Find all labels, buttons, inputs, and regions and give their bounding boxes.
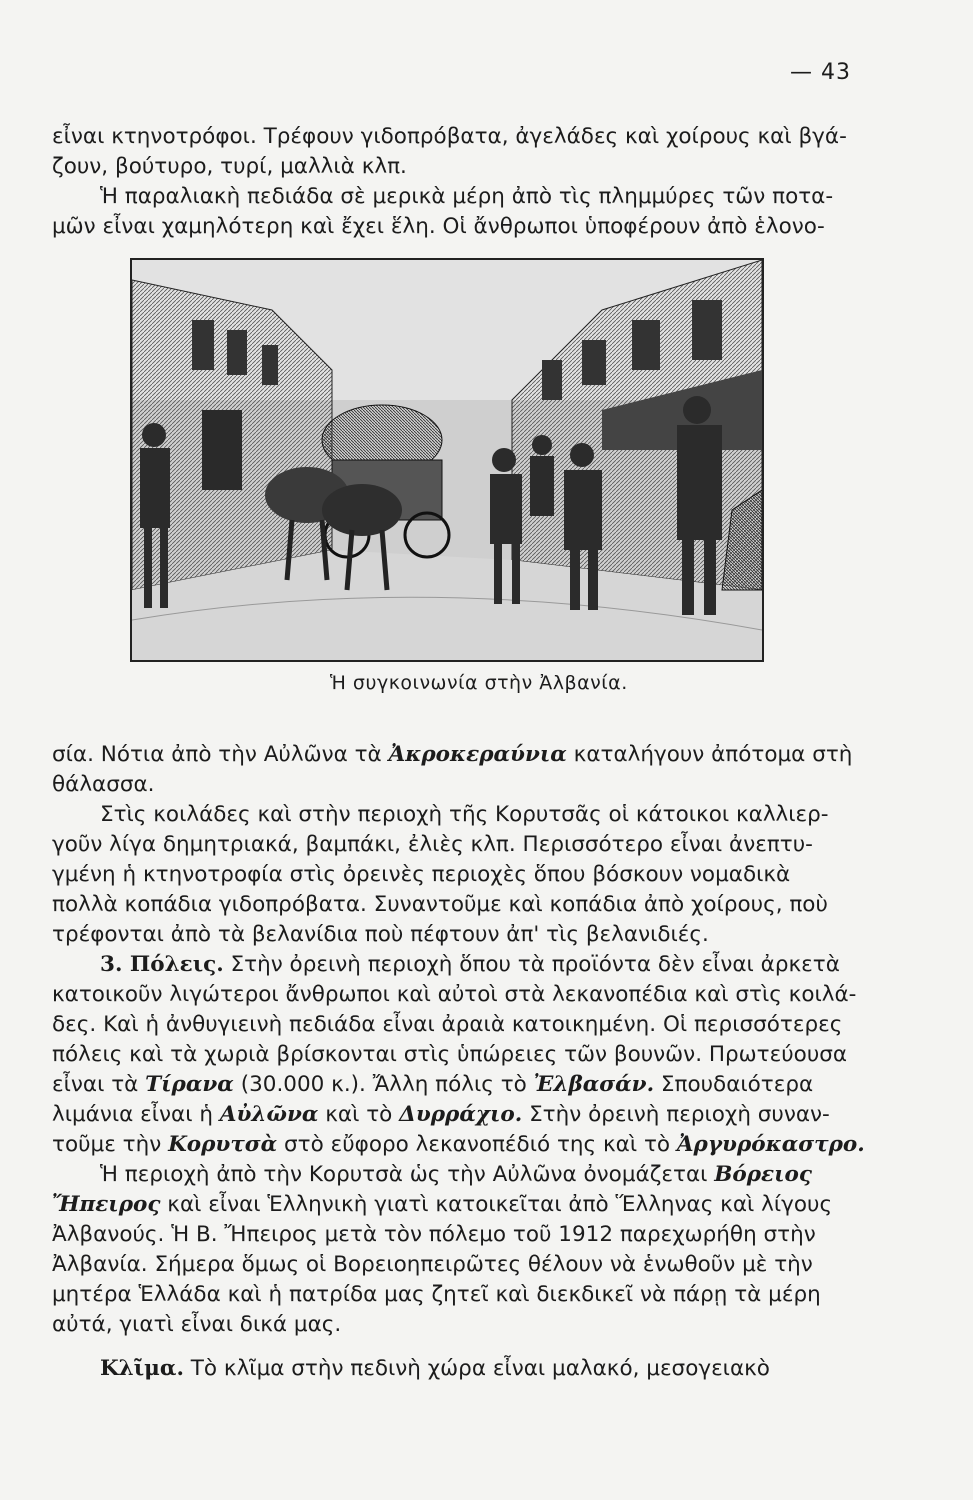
text-line: πολλὰ κοπάδια γιδοπρόβατα. Συναντοῦμε καὶ κοπάδια ἀπὸ χοίρους, ποὺ	[52, 892, 828, 917]
text-line: μητέρα Ἑλλάδα καὶ ἡ πατρίδα μας ζητεῖ καὶ διεκδικεῖ νὰ πάρῃ τὰ μέρη	[52, 1282, 821, 1307]
text-line: Κλῖμα. Τὸ κλῖμα στὴν πεδινὴ χώρα εἶναι μαλακό, μεσογειακὸ	[100, 1356, 770, 1381]
text-line: κατοικοῦν λιγώτεροι ἄνθρωποι καὶ αὐτοὶ στὰ λεκανοπέδια καὶ στὶς κοιλά-	[52, 982, 857, 1007]
text-line: 3. Πόλεις. Στὴν ὀρεινὴ περιοχὴ ὅπου τὰ προϊόντα δὲν εἶναι ἀρκετὰ	[100, 952, 840, 977]
text-line: λιμάνια εἶναι ἡ Αὐλῶνα καὶ τὸ Δυρράχιο. Στὴν ὀρεινὴ περιοχὴ συναν-	[52, 1102, 830, 1127]
text-line: γοῦν λίγα δημητριακά, βαμπάκι, ἐλιὲς κλπ. Περισσότερο εἶναι ἀνεπτυ-	[52, 832, 813, 857]
page-number: — 43	[790, 60, 851, 85]
text-line: μῶν εἶναι χαμηλότερη καὶ ἔχει ἕλη. Οἱ ἄνθρωποι ὑποφέρουν ἀπὸ ἑλονο-	[52, 214, 825, 239]
main-text	[52, 740, 892, 1384]
text-line: τρέφονται ἀπὸ τὰ βελανίδια ποὺ πέφτουν ἀπ' τὶς βελανιδιές.	[52, 922, 709, 947]
text-line: Ἡ παραλιακὴ πεδιάδα σὲ μερικὰ μέρη ἀπὸ τὶς πλημμύρες τῶν ποτα-	[100, 184, 834, 209]
text-line: Ἡ περιοχὴ ἀπὸ τὴν Κορυτσὰ ὡς τὴν Αὐλῶνα ὀνομάζεται Βόρειος	[100, 1162, 812, 1187]
text-line: ζουν, βούτυρο, τυρί, μαλλιὰ κλπ.	[52, 154, 407, 179]
text-line: δες. Καὶ ἡ ἀνθυγιεινὴ πεδιάδα εἶναι ἀραιὰ κατοικημένη. Οἱ περισσότερες	[52, 1012, 843, 1037]
street-engraving-illustration	[130, 258, 764, 662]
street-scene-drawing	[132, 260, 762, 660]
text-line: γμένη ἡ κτηνοτροφία στὶς ὀρεινὲς περιοχὲς ὅπου βόσκουν νομαδικὰ	[52, 862, 791, 887]
top-paragraph	[52, 122, 892, 242]
text-line: Ἤπειρος καὶ εἶναι Ἑλληνικὴ γιατὶ κατοικεῖται ἀπὸ Ἕλληνας καὶ λίγους	[52, 1192, 833, 1217]
text-line: εἶναι τὰ Τίρανα (30.000 κ.). Ἄλλη πόλις τὸ Ἐλβασάν. Σπουδαιότερα	[52, 1072, 814, 1097]
text-line: θάλασσα.	[52, 772, 155, 797]
text-line: σία. Νότια ἀπὸ τὴν Αὐλῶνα τὰ Ἀκροκεραύνια καταλήγουν ἀπότομα στὴ	[52, 742, 853, 767]
text-line: πόλεις καὶ τὰ χωριὰ βρίσκονται στὶς ὑπώρειες τῶν βουνῶν. Πρωτεύουσα	[52, 1042, 848, 1067]
section-heading-cities: 3. Πόλεις.	[100, 952, 224, 977]
text-line: Ἀλβανούς. Ἡ Β. Ἤπειρος μετὰ τὸν πόλεμο τοῦ 1912 παρεχωρήθη στὴν	[52, 1222, 816, 1247]
text-line: εἶναι κτηνοτρόφοι. Τρέφουν γιδοπρόβατα, ἀγελάδες καὶ χοίρους καὶ βγά-	[52, 124, 847, 149]
text-line: τοῦμε τὴν Κορυτσὰ στὸ εὔφορο λεκανοπέδιό της καὶ τὸ Ἀργυρόκαστρο.	[52, 1132, 865, 1157]
text-line: Ἀλβανία. Σήμερα ὅμως οἱ Βορειοηπειρῶτες θέλουν νὰ ἑνωθοῦν μὲ τὴν	[52, 1252, 813, 1277]
text-line: αὐτά, γιατὶ εἶναι δικά μας.	[52, 1312, 342, 1337]
text-line: Στὶς κοιλάδες καὶ στὴν περιοχὴ τῆς Κορυτσᾶς οἱ κάτοικοι καλλιερ-	[100, 802, 829, 827]
section-heading-climate: Κλῖμα.	[100, 1356, 184, 1381]
figure-caption: Ἡ συγκοινωνία στὴν Ἀλβανία.	[330, 672, 628, 694]
